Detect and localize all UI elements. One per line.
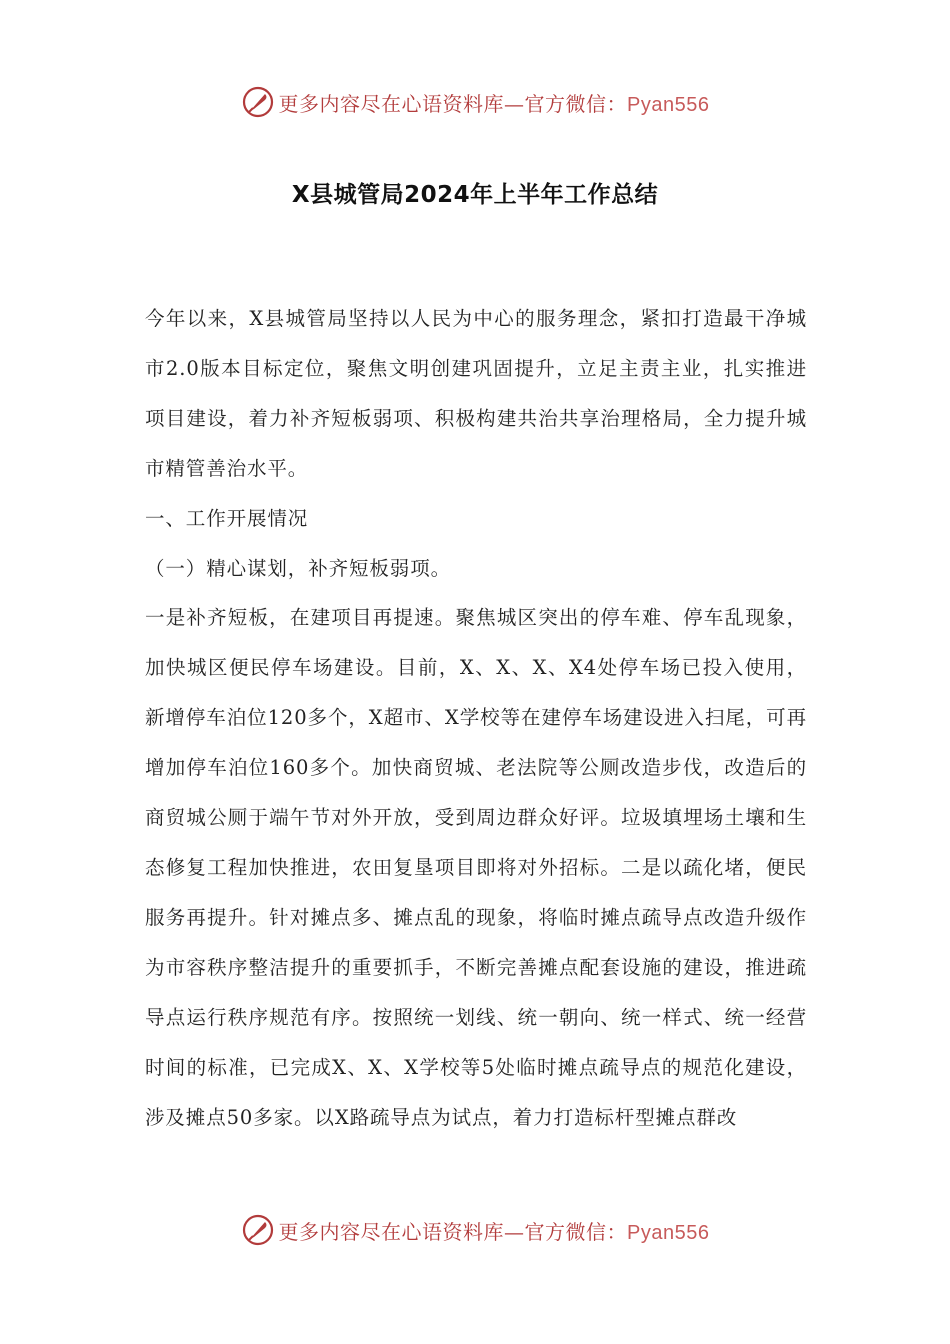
subsection-heading: （一）精心谋划，补齐短板弱项。 <box>145 556 452 580</box>
watermark-wechat-id: Pyan556 <box>627 1221 710 1244</box>
watermark-wechat-id: Pyan556 <box>627 93 710 116</box>
paragraph-intro: 今年以来，X县城管局坚持以人民为中心的服务理念，紧扣打造最干净城市2.0版本目标定位，聚焦文明创建巩固提升，立足主责主业，扎实推进项目建设，着力补齐短板弱项、积极构建共治共享治理格局，全力提升城市精管善治水平。 <box>145 307 807 480</box>
document-body <box>145 294 807 1142</box>
document-title: X县城管局2024年上半年工作总结 <box>291 182 659 208</box>
watermark-banner-bottom <box>0 1208 950 1252</box>
watermark-text: 更多内容尽在心语资料库—官方微信： <box>278 91 628 116</box>
quill-pen-logo-icon <box>241 1213 275 1247</box>
watermark-banner-top <box>0 80 950 124</box>
section-heading: 一、工作开展情况 <box>145 506 309 530</box>
watermark-text: 更多内容尽在心语资料库—官方微信： <box>278 1219 628 1244</box>
paragraph-body: 一是补齐短板，在建项目再提速。聚焦城区突出的停车难、停车乱现象，加快城区便民停车场建设。目前，X、X、X、X4处停车场已投入使用，新增停车泊位120多个，X超市、X学校等在建停车场建设进入扫尾，可再增加停车泊位160多个。加快商贸城、老法院等公厕改造步伐，改造后的商贸城公厕于端午节对外开放，受到周边群众好评。垃圾填埋场土壤和生态修复工程加快推进，农田复垦项目即将对外招标。二是以疏化堵，便民服务再提升。针对摊点多、摊点乱的现象，将临时摊点疏导点改造升级作为市容秩序整洁提升的重要抓手，不断完善摊点配套设施的建设，推进疏导点运行秩序规范有序。按照统一划线、统一朝向、统一样式、统一经营时间的标准，已完成X、X、X学校等5处临时摊点疏导点的规范化建设，涉及摊点50多家。以X路疏导点为试点，着力打造标杆型摊点群改 <box>145 606 807 1129</box>
quill-pen-logo-icon <box>241 85 275 119</box>
